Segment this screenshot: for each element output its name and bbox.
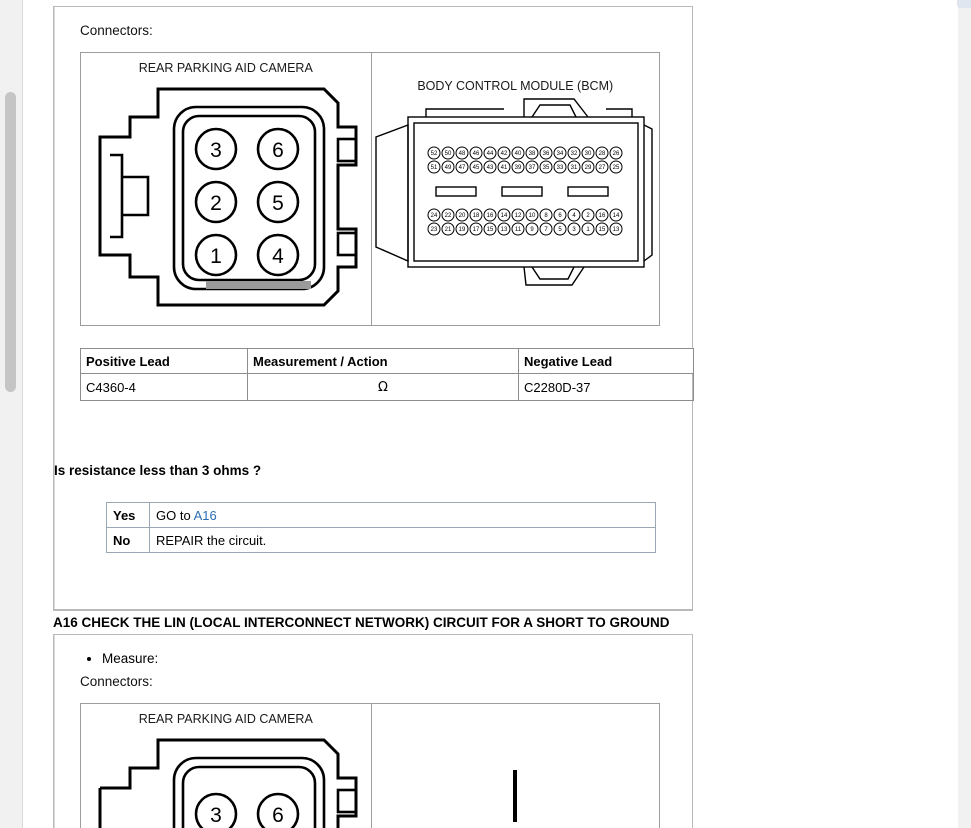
svg-text:47: 47 bbox=[458, 165, 466, 171]
svg-text:15: 15 bbox=[598, 227, 606, 233]
answer-row-no bbox=[107, 528, 656, 553]
answer-text-no: REPAIR the circuit. bbox=[150, 528, 656, 553]
svg-text:49: 49 bbox=[444, 165, 452, 171]
svg-text:31: 31 bbox=[570, 165, 578, 171]
measurement-table-header-row bbox=[81, 349, 694, 374]
svg-text:52: 52 bbox=[430, 151, 438, 157]
svg-text:48: 48 bbox=[458, 151, 466, 157]
svg-text:42: 42 bbox=[500, 151, 508, 157]
svg-text:16: 16 bbox=[486, 213, 494, 219]
document-content bbox=[53, 6, 693, 828]
measurement-table-a15 bbox=[80, 348, 694, 401]
svg-text:18: 18 bbox=[472, 213, 480, 219]
answer-key-no: No bbox=[107, 528, 150, 553]
camera-connector-title-a15: REAR PARKING AID CAMERA bbox=[138, 61, 313, 75]
svg-text:25: 25 bbox=[612, 165, 620, 171]
svg-text:41: 41 bbox=[500, 165, 508, 171]
right-connector-drawing-a16 bbox=[372, 712, 660, 822]
svg-text:34: 34 bbox=[556, 151, 564, 157]
svg-text:44: 44 bbox=[486, 151, 494, 157]
svg-text:3: 3 bbox=[572, 227, 576, 233]
svg-text:38: 38 bbox=[528, 151, 536, 157]
svg-text:21: 21 bbox=[444, 227, 452, 233]
svg-text:33: 33 bbox=[556, 165, 564, 171]
svg-text:10: 10 bbox=[528, 213, 536, 219]
svg-text:7: 7 bbox=[544, 227, 548, 233]
svg-text:13: 13 bbox=[612, 227, 620, 233]
answer-table-a15 bbox=[106, 502, 656, 553]
svg-text:6: 6 bbox=[558, 213, 562, 219]
camera-pin-3-a16: 3 bbox=[210, 804, 223, 827]
svg-text:20: 20 bbox=[458, 213, 466, 219]
table-row bbox=[81, 374, 694, 401]
svg-text:29: 29 bbox=[584, 165, 592, 171]
answer-row-yes bbox=[107, 503, 656, 528]
window-right-edge bbox=[957, 0, 971, 828]
svg-text:32: 32 bbox=[570, 151, 578, 157]
svg-text:36: 36 bbox=[542, 151, 550, 157]
step-a16-body bbox=[54, 635, 692, 703]
svg-text:37: 37 bbox=[528, 165, 536, 171]
svg-text:46: 46 bbox=[472, 151, 480, 157]
svg-text:15: 15 bbox=[486, 227, 494, 233]
camera-connector-cell-a15 bbox=[81, 53, 372, 325]
page-scrollbar[interactable] bbox=[0, 0, 23, 828]
svg-text:17: 17 bbox=[472, 227, 480, 233]
question-area-a15 bbox=[54, 463, 692, 478]
right-connector-svg-a16 bbox=[374, 712, 656, 822]
camera-connector-drawing-a16 bbox=[81, 728, 371, 828]
section-heading-a16: A16 CHECK THE LIN (LOCAL INTERCONNECT NETWORK) CIRCUIT FOR A SHORT TO GROUND bbox=[53, 610, 693, 635]
svg-text:30: 30 bbox=[584, 151, 592, 157]
connectors-label-a15: Connectors: bbox=[80, 23, 153, 38]
step-a15-bottom-spacer bbox=[54, 553, 692, 609]
answer-key-yes: Yes bbox=[107, 503, 150, 528]
camera-pin-3: 3 bbox=[210, 139, 223, 162]
connector-figure-a16 bbox=[80, 703, 660, 828]
svg-text:19: 19 bbox=[458, 227, 466, 233]
camera-connector-svg bbox=[88, 77, 363, 315]
answer-goto-label: GO to bbox=[156, 507, 194, 523]
bcm-connector-title-a15: BODY CONTROL MODULE (BCM) bbox=[417, 79, 614, 93]
svg-text:13: 13 bbox=[500, 227, 508, 233]
cell-positive-lead: C4360-4 bbox=[81, 374, 248, 401]
svg-text:11: 11 bbox=[515, 227, 522, 233]
svg-text:14: 14 bbox=[612, 213, 620, 219]
svg-text:8: 8 bbox=[544, 213, 548, 219]
header-positive-lead: Positive Lead bbox=[81, 349, 248, 374]
right-connector-cell-a16 bbox=[372, 704, 660, 828]
svg-text:39: 39 bbox=[514, 165, 522, 171]
svg-text:14: 14 bbox=[500, 213, 508, 219]
svg-text:40: 40 bbox=[514, 151, 522, 157]
link-a16[interactable]: A16 bbox=[193, 507, 217, 523]
bcm-connector-cell-a15 bbox=[372, 53, 660, 325]
svg-text:12: 12 bbox=[514, 213, 522, 219]
header-negative-lead: Negative Lead bbox=[519, 349, 694, 374]
camera-pin-5: 5 bbox=[272, 192, 285, 215]
svg-text:16: 16 bbox=[598, 213, 606, 219]
connector-figure-a15 bbox=[80, 52, 660, 326]
svg-text:28: 28 bbox=[598, 151, 606, 157]
window-right-edge-top bbox=[958, 0, 971, 8]
measure-bullet-a16: • Measure: bbox=[102, 651, 666, 666]
measure-list-a16 bbox=[80, 651, 666, 666]
camera-connector-svg-a16 bbox=[88, 728, 363, 828]
svg-text:35: 35 bbox=[542, 165, 550, 171]
cell-negative-lead: C2280D-37 bbox=[519, 374, 694, 401]
svg-text:26: 26 bbox=[612, 151, 620, 157]
svg-text:5: 5 bbox=[558, 227, 562, 233]
cell-measurement-ohm: Ω bbox=[248, 374, 519, 401]
camera-pin-4: 4 bbox=[272, 245, 285, 268]
svg-text:51: 51 bbox=[430, 165, 438, 171]
bcm-connector-svg bbox=[374, 95, 656, 295]
step-a15-connectors-area bbox=[54, 7, 692, 52]
page-scrollbar-thumb[interactable] bbox=[5, 92, 16, 392]
svg-text:50: 50 bbox=[444, 151, 452, 157]
camera-pin-2: 2 bbox=[210, 192, 223, 215]
camera-connector-title-a16: REAR PARKING AID CAMERA bbox=[138, 712, 313, 726]
svg-text:2: 2 bbox=[586, 213, 590, 219]
svg-text:27: 27 bbox=[598, 165, 606, 171]
camera-pin-6: 6 bbox=[272, 139, 285, 162]
svg-text:4: 4 bbox=[572, 213, 576, 219]
camera-pin-1: 1 bbox=[210, 245, 223, 268]
answer-text-yes bbox=[150, 503, 656, 528]
question-text-a15: Is resistance less than 3 ohms ? bbox=[54, 463, 262, 478]
camera-pin-6-a16: 6 bbox=[272, 804, 285, 827]
svg-text:22: 22 bbox=[444, 213, 452, 219]
svg-text:9: 9 bbox=[530, 227, 534, 233]
svg-text:45: 45 bbox=[472, 165, 480, 171]
bcm-connector-drawing-a15 bbox=[372, 95, 660, 295]
header-measurement-action: Measurement / Action bbox=[248, 349, 519, 374]
connectors-label-a16: Connectors: bbox=[80, 674, 153, 689]
svg-text:1: 1 bbox=[586, 227, 590, 233]
step-a15-block bbox=[53, 6, 693, 610]
camera-connector-cell-a16 bbox=[81, 704, 372, 828]
step-a16-block bbox=[53, 635, 693, 828]
svg-text:24: 24 bbox=[430, 213, 438, 219]
document-frame bbox=[23, 6, 958, 828]
svg-text:43: 43 bbox=[486, 165, 494, 171]
camera-connector-drawing-a15 bbox=[81, 77, 371, 315]
svg-text:23: 23 bbox=[430, 227, 438, 233]
